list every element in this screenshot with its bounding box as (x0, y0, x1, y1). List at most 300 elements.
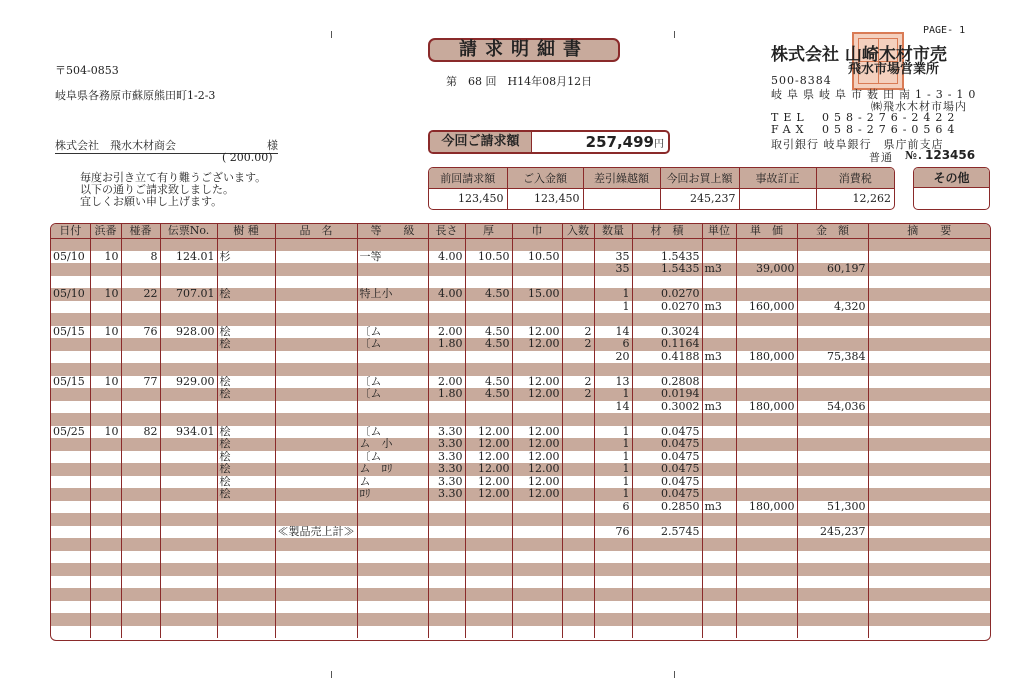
table-cell (797, 513, 868, 526)
table-cell (428, 276, 465, 289)
table-cell (465, 576, 512, 589)
table-cell (632, 563, 702, 576)
table-cell (868, 426, 990, 439)
table-cell (90, 588, 121, 601)
table-cell (465, 513, 512, 526)
summary-header: 前回請求額 (429, 168, 507, 188)
table-cell (217, 238, 275, 251)
table-cell (357, 588, 428, 601)
table-cell: 12.00 (465, 438, 512, 451)
table-row (51, 251, 990, 264)
table-cell (632, 588, 702, 601)
table-cell: 2 (562, 388, 594, 401)
table-cell (275, 338, 357, 351)
table-cell (797, 363, 868, 376)
table-cell (428, 526, 465, 539)
table-cell (121, 501, 160, 514)
table-cell (90, 501, 121, 514)
table-cell: 〔ム (357, 338, 428, 351)
table-cell: 〔ム (357, 326, 428, 339)
table-cell (428, 538, 465, 551)
table-cell (594, 551, 632, 564)
table-cell: 05/10 (51, 251, 90, 264)
table-cell (51, 551, 90, 564)
table-cell: 1 (594, 463, 632, 476)
table-cell (121, 488, 160, 501)
table-cell (275, 238, 357, 251)
table-cell (702, 251, 736, 264)
table-cell (702, 438, 736, 451)
table-cell (121, 338, 160, 351)
table-cell (90, 601, 121, 614)
table-cell: 05/15 (51, 326, 90, 339)
table-cell (797, 413, 868, 426)
table-cell (594, 563, 632, 576)
table-cell: 〔ム (357, 388, 428, 401)
table-row (51, 626, 990, 639)
table-cell (736, 626, 797, 639)
detail-table (50, 223, 991, 641)
table-cell (562, 588, 594, 601)
table-cell (562, 476, 594, 489)
table-cell (51, 613, 90, 626)
sender-company: 株式会社 山崎木材市売 (771, 45, 947, 65)
table-cell: 82 (121, 426, 160, 439)
table-cell: 12.00 (512, 388, 562, 401)
table-cell (51, 513, 90, 526)
recipient-name: 株式会社 飛水木材商会 (55, 139, 176, 152)
table-cell (594, 313, 632, 326)
table-cell (51, 601, 90, 614)
table-cell (797, 426, 868, 439)
summary-header: 消費税 (816, 168, 894, 188)
table-cell (51, 313, 90, 326)
table-cell: 12.00 (512, 438, 562, 451)
page-number: PAGE- 1 (923, 25, 966, 36)
table-cell (357, 513, 428, 526)
table-cell (160, 351, 217, 364)
table-cell (160, 363, 217, 376)
table-cell (357, 538, 428, 551)
crop-mark (674, 671, 675, 678)
table-cell: 76 (121, 326, 160, 339)
table-cell (562, 263, 594, 276)
table-cell (702, 526, 736, 539)
table-cell (702, 313, 736, 326)
table-cell (797, 563, 868, 576)
table-cell (160, 601, 217, 614)
summary-value (739, 188, 816, 209)
table-cell (428, 513, 465, 526)
table-cell (512, 313, 562, 326)
table-cell (275, 451, 357, 464)
table-cell (702, 563, 736, 576)
table-row (51, 463, 990, 476)
table-cell: 1.80 (428, 338, 465, 351)
column-header: 品 名 (275, 224, 357, 238)
table-row (51, 263, 990, 276)
table-cell (562, 288, 594, 301)
table-cell (868, 338, 990, 351)
table-cell: 12.00 (512, 451, 562, 464)
table-cell: 1 (594, 288, 632, 301)
table-cell: 180,000 (736, 401, 797, 414)
table-cell (275, 476, 357, 489)
table-cell (465, 626, 512, 639)
table-cell (702, 376, 736, 389)
table-row (51, 326, 990, 339)
table-cell (797, 288, 868, 301)
table-cell: 12.00 (512, 326, 562, 339)
table-cell: 75,384 (797, 351, 868, 364)
table-cell: 0.0270 (632, 288, 702, 301)
table-cell (465, 588, 512, 601)
table-cell: 929.00 (160, 376, 217, 389)
table-cell (702, 413, 736, 426)
table-cell (90, 451, 121, 464)
table-cell (512, 576, 562, 589)
table-cell (428, 413, 465, 426)
table-row (51, 288, 990, 301)
account-number: 123456 (925, 148, 976, 162)
table-row (51, 438, 990, 451)
table-cell: 0.0194 (632, 388, 702, 401)
table-cell (357, 351, 428, 364)
table-cell: 10 (90, 288, 121, 301)
table-cell (160, 338, 217, 351)
table-cell: 180,000 (736, 501, 797, 514)
table-cell (90, 351, 121, 364)
table-cell (868, 238, 990, 251)
table-row (51, 601, 990, 614)
table-cell (736, 601, 797, 614)
table-cell (51, 563, 90, 576)
table-cell (868, 351, 990, 364)
table-cell (51, 576, 90, 589)
table-cell (797, 451, 868, 464)
table-cell: 22 (121, 288, 160, 301)
table-cell (702, 588, 736, 601)
table-cell (357, 613, 428, 626)
table-cell (275, 426, 357, 439)
table-cell (160, 538, 217, 551)
table-cell (428, 576, 465, 589)
table-cell (160, 413, 217, 426)
table-cell: 0.3002 (632, 401, 702, 414)
table-cell (736, 388, 797, 401)
table-cell (428, 626, 465, 639)
table-cell: 3.30 (428, 438, 465, 451)
table-cell (90, 576, 121, 589)
issue-info: 第 68 回 H14年08月12日 (446, 75, 593, 88)
table-cell (562, 363, 594, 376)
table-cell (868, 451, 990, 464)
table-cell: 20 (594, 351, 632, 364)
table-row (51, 513, 990, 526)
table-cell: 05/25 (51, 426, 90, 439)
table-cell (512, 601, 562, 614)
table-cell (275, 601, 357, 614)
table-cell (594, 413, 632, 426)
table-cell (428, 601, 465, 614)
invoice-total-label: 今回ご請求額 (430, 132, 532, 152)
table-cell: ム (357, 476, 428, 489)
table-cell (51, 501, 90, 514)
table-cell: 2 (562, 376, 594, 389)
table-cell (702, 338, 736, 351)
table-cell: 39,000 (736, 263, 797, 276)
table-cell (797, 276, 868, 289)
table-cell (160, 501, 217, 514)
table-cell (702, 538, 736, 551)
table-cell: 12.00 (512, 338, 562, 351)
table-row (51, 613, 990, 626)
table-cell (868, 551, 990, 564)
column-header: 日付 (51, 224, 90, 238)
table-cell (275, 326, 357, 339)
table-cell (160, 563, 217, 576)
table-cell (797, 338, 868, 351)
table-cell (512, 538, 562, 551)
table-cell (217, 576, 275, 589)
table-cell (51, 488, 90, 501)
table-cell (702, 288, 736, 301)
table-cell (702, 476, 736, 489)
table-cell (51, 626, 90, 639)
greeting-line-1: 毎度お引き立て有り難うございます。 (80, 171, 267, 184)
table-cell (632, 551, 702, 564)
table-cell (797, 238, 868, 251)
table-cell (562, 451, 594, 464)
table-cell: ム 小 (357, 438, 428, 451)
table-cell (217, 276, 275, 289)
table-cell: 1 (594, 388, 632, 401)
table-cell (121, 526, 160, 539)
table-cell (121, 576, 160, 589)
table-cell: 桧 (217, 488, 275, 501)
column-header: 椪番 (121, 224, 160, 238)
table-cell: 928.00 (160, 326, 217, 339)
table-cell (562, 551, 594, 564)
summary-header: 今回お買上額 (660, 168, 739, 188)
table-cell (512, 563, 562, 576)
sender-branch: 飛水市場営業所 (848, 62, 940, 77)
table-cell (465, 538, 512, 551)
table-cell (90, 238, 121, 251)
table-cell (736, 251, 797, 264)
table-cell (160, 301, 217, 314)
table-cell (160, 613, 217, 626)
table-cell (275, 501, 357, 514)
table-cell (357, 238, 428, 251)
table-cell: 934.01 (160, 426, 217, 439)
table-cell (702, 488, 736, 501)
table-cell: 1.5435 (632, 263, 702, 276)
table-cell (512, 626, 562, 639)
table-cell (160, 513, 217, 526)
table-cell: 8 (121, 251, 160, 264)
table-cell (594, 626, 632, 639)
table-cell (868, 413, 990, 426)
table-cell (217, 538, 275, 551)
table-cell (275, 588, 357, 601)
table-cell (428, 613, 465, 626)
table-cell (51, 276, 90, 289)
table-row (51, 451, 990, 464)
table-cell (217, 588, 275, 601)
table-cell (465, 263, 512, 276)
table-cell (357, 576, 428, 589)
table-cell (562, 238, 594, 251)
table-cell (217, 413, 275, 426)
table-cell: 14 (594, 401, 632, 414)
column-header: 数量 (594, 224, 632, 238)
table-cell (357, 276, 428, 289)
table-cell (562, 526, 594, 539)
table-cell (465, 351, 512, 364)
column-header: 等 級 (357, 224, 428, 238)
table-cell (702, 426, 736, 439)
table-cell (736, 313, 797, 326)
table-cell (121, 263, 160, 276)
table-cell (275, 551, 357, 564)
table-cell (160, 263, 217, 276)
account-number-label: №. (905, 149, 923, 162)
table-cell (632, 626, 702, 639)
table-row (51, 563, 990, 576)
sender-postal: 500-8384 (771, 74, 832, 87)
table-cell (428, 588, 465, 601)
column-header: 材 積 (632, 224, 702, 238)
document-title: 請求明細書 (428, 38, 620, 62)
table-row (51, 413, 990, 426)
table-cell: 1 (594, 426, 632, 439)
table-cell (160, 238, 217, 251)
table-cell (562, 613, 594, 626)
table-cell (736, 438, 797, 451)
invoice-total-value: 257,499円 (585, 133, 664, 151)
table-cell (121, 601, 160, 614)
table-cell: 〔ム (357, 451, 428, 464)
table-cell: 1.80 (428, 388, 465, 401)
table-cell (736, 526, 797, 539)
table-cell (594, 538, 632, 551)
table-row (51, 313, 990, 326)
table-cell: 707.01 (160, 288, 217, 301)
table-cell (275, 313, 357, 326)
column-header: 入数 (562, 224, 594, 238)
table-cell (868, 401, 990, 414)
table-cell (562, 626, 594, 639)
table-cell: 10.50 (465, 251, 512, 264)
table-cell (736, 413, 797, 426)
table-cell (562, 413, 594, 426)
table-cell (160, 488, 217, 501)
column-header: 樹 種 (217, 224, 275, 238)
table-cell (868, 376, 990, 389)
table-cell (90, 363, 121, 376)
table-cell (736, 513, 797, 526)
table-cell (275, 613, 357, 626)
table-cell: 14 (594, 326, 632, 339)
table-cell (121, 563, 160, 576)
table-cell (465, 238, 512, 251)
table-cell: 4.50 (465, 338, 512, 351)
table-cell (160, 451, 217, 464)
table-cell (797, 551, 868, 564)
table-cell (736, 363, 797, 376)
table-cell (465, 563, 512, 576)
table-cell: 特上小 (357, 288, 428, 301)
table-cell (868, 613, 990, 626)
table-cell: m3 (702, 301, 736, 314)
table-cell (868, 263, 990, 276)
table-cell (90, 276, 121, 289)
table-cell (51, 363, 90, 376)
table-cell (121, 438, 160, 451)
table-cell (90, 526, 121, 539)
table-cell: 54,036 (797, 401, 868, 414)
table-cell: 124.01 (160, 251, 217, 264)
table-cell: 1 (594, 438, 632, 451)
table-cell (51, 351, 90, 364)
table-cell (632, 413, 702, 426)
table-cell (562, 513, 594, 526)
table-row (51, 238, 990, 251)
table-cell (465, 401, 512, 414)
table-cell: 桧 (217, 438, 275, 451)
table-cell (428, 351, 465, 364)
table-cell (275, 251, 357, 264)
table-cell (512, 526, 562, 539)
table-cell (702, 601, 736, 614)
table-cell (121, 388, 160, 401)
table-cell (632, 601, 702, 614)
table-cell (562, 426, 594, 439)
table-cell: 12.00 (465, 488, 512, 501)
table-cell: m3 (702, 263, 736, 276)
table-cell (90, 388, 121, 401)
sender-tel: 058-276-2422 (822, 111, 960, 124)
table-cell: 桧 (217, 388, 275, 401)
table-cell (160, 576, 217, 589)
table-cell: 桧 (217, 376, 275, 389)
table-cell (121, 451, 160, 464)
table-cell (512, 401, 562, 414)
table-cell (512, 501, 562, 514)
table-cell: 4,320 (797, 301, 868, 314)
table-cell (702, 576, 736, 589)
table-cell (512, 276, 562, 289)
sender-tel-label: TEL (771, 111, 809, 124)
table-cell (562, 351, 594, 364)
table-cell (797, 476, 868, 489)
table-cell: 桧 (217, 451, 275, 464)
table-cell (702, 613, 736, 626)
column-header: 単位 (702, 224, 736, 238)
table-cell: 杉 (217, 251, 275, 264)
table-cell (736, 588, 797, 601)
table-cell (512, 238, 562, 251)
table-cell (562, 276, 594, 289)
table-cell: 12.00 (465, 463, 512, 476)
table-cell (594, 588, 632, 601)
table-cell (702, 388, 736, 401)
table-cell (702, 451, 736, 464)
table-cell (797, 251, 868, 264)
table-cell: 0.3024 (632, 326, 702, 339)
table-cell: 一等 (357, 251, 428, 264)
